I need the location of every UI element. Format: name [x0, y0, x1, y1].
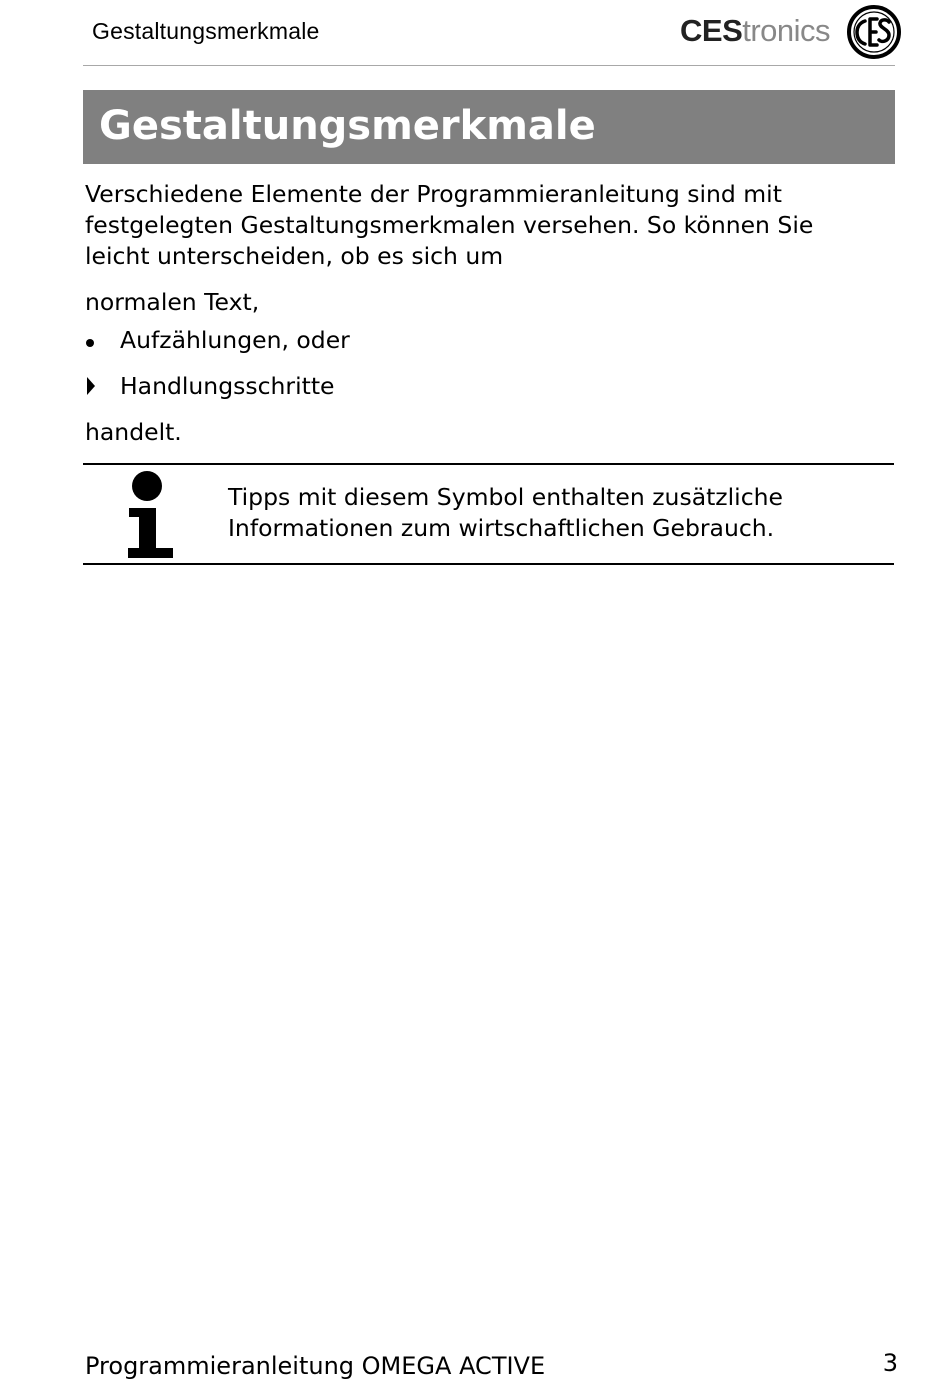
tip-line: Informationen zum wirtschaftlichen Gebrauch.	[228, 514, 775, 542]
logo-wordmark	[680, 12, 831, 48]
intro-line: leicht unterscheiden, ob es sich um	[85, 242, 504, 270]
bullet-item-label: Aufzählungen, oder	[120, 326, 350, 354]
header-divider	[83, 65, 895, 66]
intro-line: Verschiedene Elemente der Programmieranleitung sind mit	[85, 180, 782, 208]
tip-box	[83, 463, 894, 565]
info-icon	[125, 470, 175, 558]
closing-text: handelt.	[85, 418, 182, 446]
cestronics-logo	[680, 4, 902, 60]
tip-line: Tipps mit diesem Symbol enthalten zusätzliche	[228, 483, 783, 511]
section-title: Gestaltungsmerkmale	[99, 103, 596, 149]
logo-brand-bold: CES	[680, 12, 743, 48]
bullet-icon	[83, 325, 97, 356]
intro-line: festgelegten Gestaltungsmerkmalen versehen. So können Sie	[85, 211, 814, 239]
tip-text	[228, 482, 783, 544]
running-header: Gestaltungsmerkmale	[92, 18, 320, 44]
page-number: 3	[882, 1349, 898, 1377]
step-item-label: Handlungsschritte	[120, 372, 335, 400]
step-arrow-icon	[83, 371, 97, 402]
ces-emblem-icon	[846, 4, 902, 60]
section-title-bar	[83, 90, 895, 164]
logo-brand-light: tronics	[742, 12, 831, 48]
plain-text-example: normalen Text,	[85, 288, 260, 316]
footer-document-title: Programmieranleitung OMEGA ACTIVE	[85, 1352, 546, 1380]
intro-paragraph	[85, 179, 813, 272]
